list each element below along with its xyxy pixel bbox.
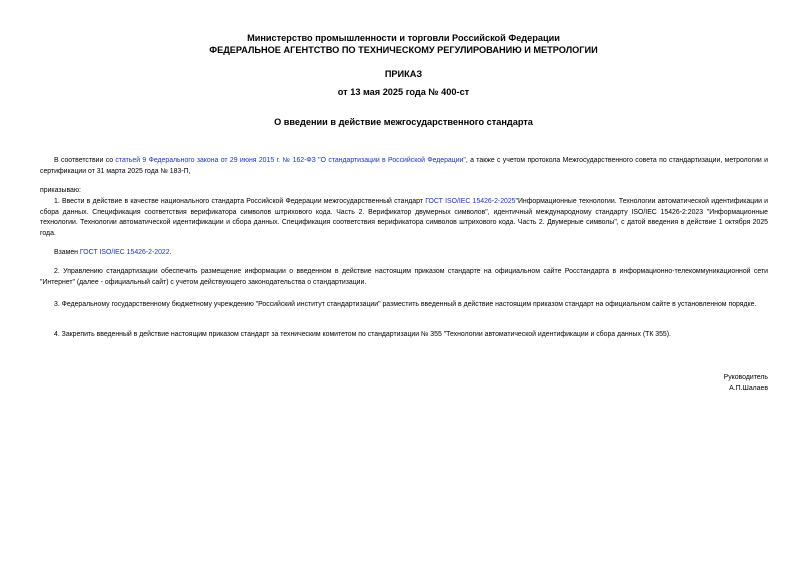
- document-header: [0, 33, 807, 56]
- agency-name: ФЕДЕРАЛЬНОЕ АГЕНТСТВО ПО ТЕХНИЧЕСКОМУ РЕГУЛИРОВАНИЮ И МЕТРОЛОГИИ: [209, 44, 598, 55]
- ministry-name: Министерство промышленности и торговли Российской Федерации: [247, 33, 560, 43]
- order-type: ПРИКАЗ: [384, 69, 423, 79]
- preamble-paragraph: В соответствии со статьей 9 Федерального закона от 29 июня 2015 г. № 162-ФЗ "О стандартизации в Российской Федерации", а также с учетом протокола Межгосударственного совета по стандартизации, метрологии и сертификации от 31 марта 2025 года № 183-П,: [40, 157, 768, 175]
- order-date-number: от 13 мая 2025 года № 400-ст: [337, 87, 470, 97]
- replacement-paragraph: Взамен ГОСТ ISO/IEC 15426-2-2022.: [54, 249, 172, 256]
- signatory-position: Руководитель: [723, 374, 768, 381]
- order-word: приказываю:: [40, 187, 81, 194]
- signatory-name: А.П.Шалаев: [729, 384, 768, 392]
- order-subject: О введении в действие межгосударственного стандарта: [274, 117, 533, 127]
- standard-link[interactable]: ГОСТ ISO/IEC 15426-2-2025: [425, 198, 516, 205]
- item-4-paragraph: 4. Закрепить введенный в действие настоящим приказом стандарт за техническим комитетом по стандартизации № 355 "Технологии автоматической идентификации и сбора данных (ТК 355).: [54, 331, 671, 338]
- replaced-standard-link[interactable]: ГОСТ ISO/IEC 15426-2-2022: [79, 249, 170, 256]
- federal-law-link[interactable]: статьей 9 Федерального закона от 29 июня 2015 г. № 162-ФЗ "О стандартизации в Российской Федерации": [115, 157, 466, 164]
- item-1-paragraph: 1. Ввести в действие в качестве национального стандарта Российской Федерации межгосударственный стандарт ГОСТ ISO/IEC 15426-2-2025"Информационные технологии. Технологии автоматической идентификации и сбора данных. Спецификация соответствия верификатора символов штрихового кода. Часть 2. Верификатор двумерных символов", идентичный международному стандарту ISO/IEC 15426-2:2023 "Информационные технологии. Технологии автоматической идентификации и сбора данных. Спецификация соответствия верификатора символов штрихового кода. Часть 2. Двумерные символы", с датой введения в действие 1 октября 2025 года.: [40, 198, 769, 238]
- item-2-paragraph: 2. Управлению стандартизации обеспечить размещение информации о введенном в действие настоящим приказом стандарте на официальном сайте Росстандарта в информационно-телекоммуникационной сети "Интернет" (далее - официальный сайт) с учетом действующего законодательства о стандартизации.: [40, 268, 768, 286]
- item-3-paragraph: 3. Федеральному государственному бюджетному учреждению "Российский институт стандартизации" разместить введенный в действие настоящим приказом стандарт на официальном сайте в установленном порядке.: [54, 301, 757, 308]
- signature-block: [724, 373, 768, 394]
